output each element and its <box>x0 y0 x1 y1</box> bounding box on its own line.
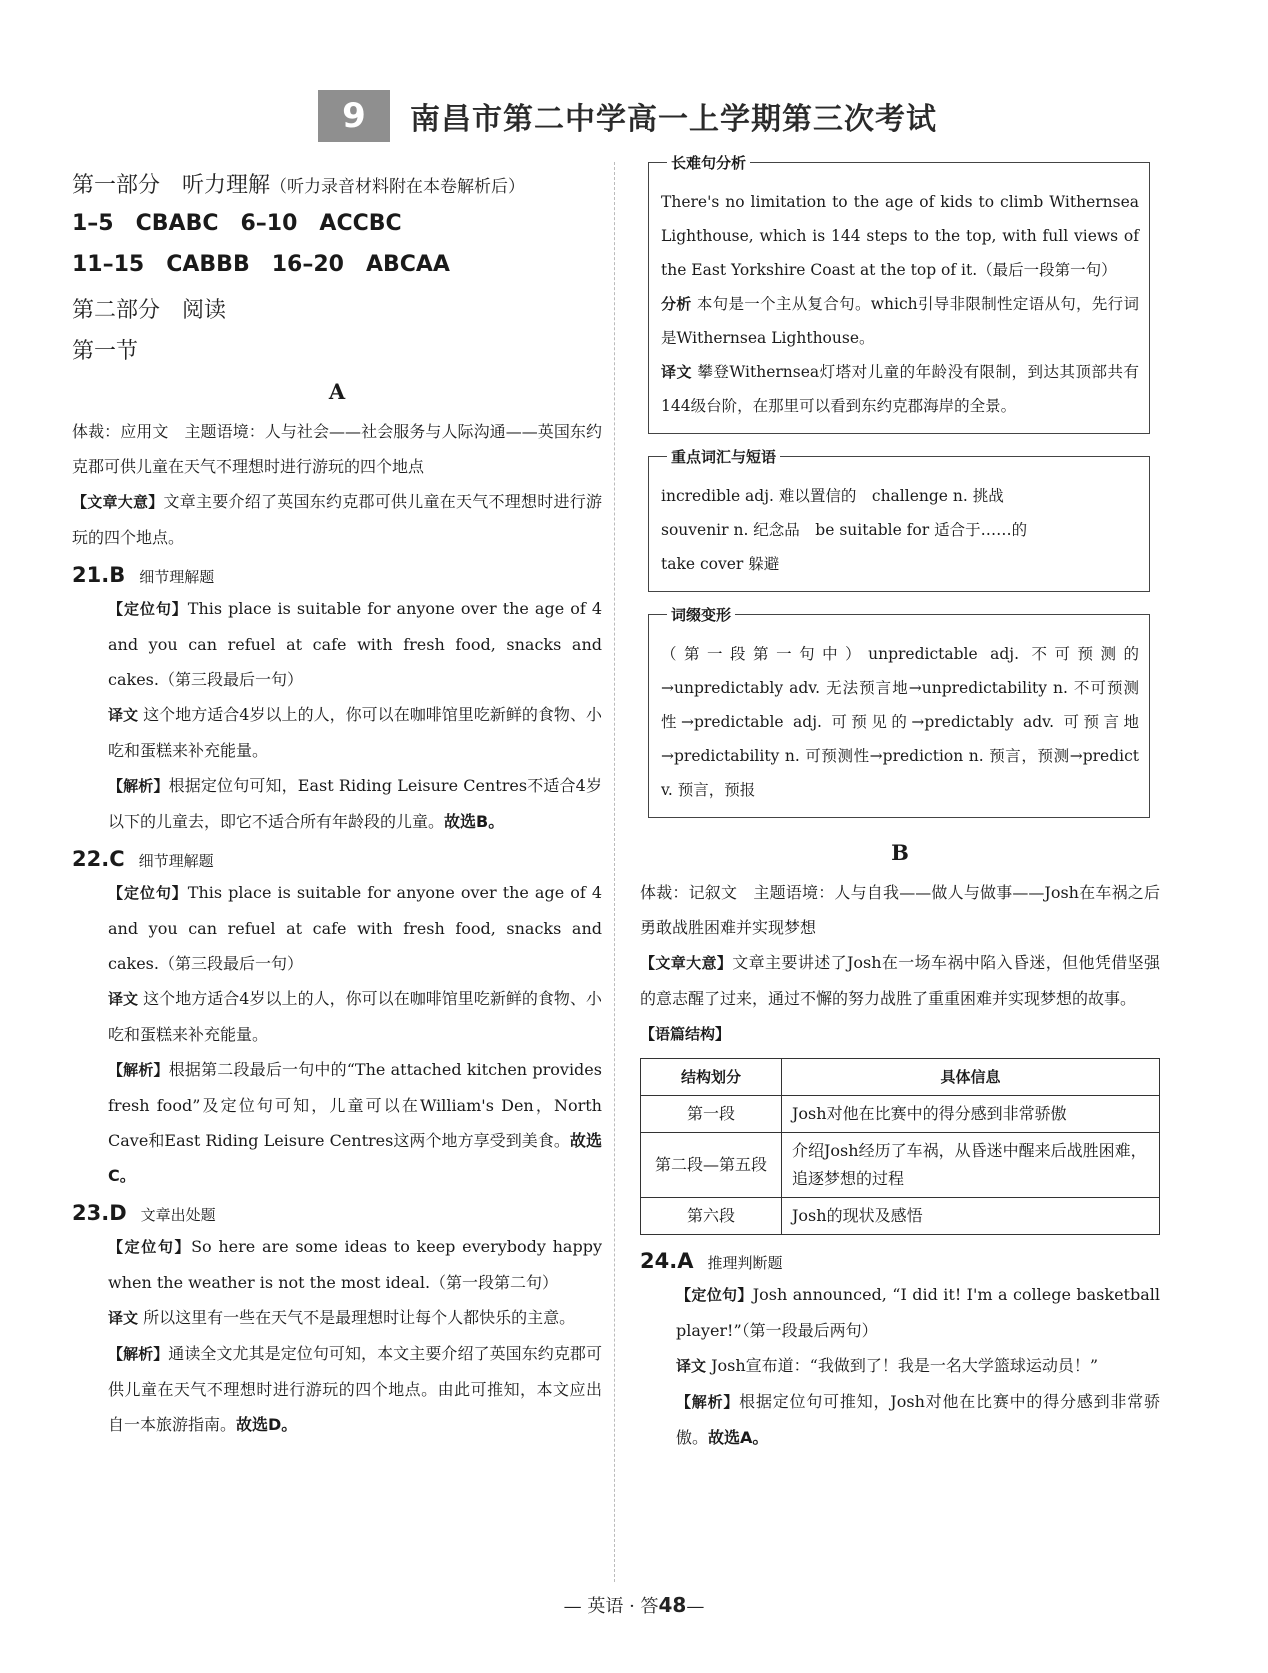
table-cell: 第一段 <box>641 1096 782 1133</box>
table-row <box>641 1096 1160 1133</box>
right-column <box>640 154 1160 1455</box>
q24-translation: 译文 Josh宣布道：“我做到了！我是一名大学篮球运动员！” <box>676 1356 1099 1375</box>
table-header-row <box>641 1059 1160 1096</box>
section1-title: 第一节 <box>72 339 139 364</box>
passage-b-genre: 体裁：记叙文 主题语境：人与自我——做人与做事——Josh在车祸之后勇敢战胜困难并实现梦想 <box>640 883 1160 937</box>
vocabulary-box <box>648 448 1150 592</box>
q24-locate: 【定位句】Josh announced, “I did it! I'm a college basketball player!”（第一段最后两句） <box>676 1285 1160 1340</box>
q22-translation: 译文 这个地方适合4岁以上的人，你可以在咖啡馆里吃新鲜的食物、小吃和蛋糕来补充能量。 <box>108 989 602 1044</box>
question-22-header: 22.C 细节理解题 <box>72 847 214 871</box>
q21-locate: 【定位句】This place is suitable for anyone over the age of 4 and you can refuel at cafe with fresh food, snacks and cakes.（第三段最后一句） <box>108 599 602 689</box>
long-sentence-box-title: 长难句分析 <box>667 152 750 173</box>
q23-locate: 【定位句】So here are some ideas to keep everybody happy when the weather is not the most ideal.（第一段第二句） <box>108 1237 602 1292</box>
q22-locate: 【定位句】This place is suitable for anyone over the age of 4 and you can refuel at cafe with fresh food, snacks and cakes.（第三段最后一句） <box>108 883 602 973</box>
answer-row-1: 1–5 CBABC 6–10 ACCBC <box>72 211 402 236</box>
column-divider <box>614 162 615 1582</box>
page-header <box>318 88 937 144</box>
question-24-header: 24.A 推理判断题 <box>640 1249 783 1273</box>
part1-note: （听力录音材料附在本卷解析后） <box>270 177 526 197</box>
table-cell: 介绍Josh经历了车祸，从昏迷中醒来后战胜困难，追逐梦想的过程 <box>782 1133 1160 1198</box>
q21-translation: 译文 这个地方适合4岁以上的人，你可以在咖啡馆里吃新鲜的食物、小吃和蛋糕来补充能量。 <box>108 705 602 760</box>
passage-a-heading: A <box>328 379 346 404</box>
affix-box <box>648 606 1150 818</box>
table-cell: 第二段—第五段 <box>641 1133 782 1198</box>
exam-title: 南昌市第二中学高一上学期第三次考试 <box>410 102 937 137</box>
question-23-header: 23.D 文章出处题 <box>72 1201 216 1225</box>
page-number: 48 <box>658 1593 687 1617</box>
question-21-header: 21.B 细节理解题 <box>72 563 215 587</box>
passage-a-genre: 体裁：应用文 主题语境：人与社会——社会服务与人际沟通——英国东约克郡可供儿童在天气不理想时进行游玩的四个地点 <box>72 422 602 476</box>
part2-title: 第二部分 阅读 <box>72 298 227 323</box>
q23-translation: 译文 所以这里有一些在天气不是最理想时让每个人都快乐的主意。 <box>108 1308 576 1327</box>
passage-b-summary: 【文章大意】文章主要讲述了Josh在一场车祸中陷入昏迷，但他凭借坚强的意志醒了过来，通过不懈的努力战胜了重重困难并实现梦想的故事。 <box>640 953 1160 1008</box>
long-sentence-translation: 译文 攀登Withernsea灯塔对儿童的年龄没有限制，到达其顶部共有144级台阶，在那里可以看到东约克郡海岸的全景。 <box>661 363 1139 415</box>
q24-analysis: 【解析】根据定位句可推知，Josh对他在比赛中的得分感到非常骄傲。故选A。 <box>676 1392 1160 1447</box>
long-sentence-box <box>648 154 1150 434</box>
table-cell: Josh的现状及感悟 <box>782 1198 1160 1235</box>
answer-row-2: 11–15 CABBB 16–20 ABCAA <box>72 252 450 277</box>
affix-text: （第一段第一句中）unpredictable adj. 不可预测的→unpredictably adv. 无法预言地→unpredictability n. 不可预测性→predictable adj. 可预见的→predictably adv. 可预言地→predictability n. 可预测性→prediction n. 预言，预测→predict v. 预言，预报 <box>661 645 1139 799</box>
table-row <box>641 1198 1160 1235</box>
passage-b-structure-label: 【语篇结构】 <box>640 1025 731 1043</box>
left-column <box>72 162 602 1442</box>
vocab-line: souvenir n. 纪念品 be suitable for 适合于……的 <box>661 521 1028 539</box>
table-header-cell: 具体信息 <box>782 1059 1160 1096</box>
structure-table <box>640 1058 1160 1235</box>
long-sentence-text: There's no limitation to the age of kids to climb Withernsea Lighthouse, which is 144 steps to the top, with full views of the East Yorkshire Coast at the top of it.（最后一段第一句） <box>661 193 1139 279</box>
q22-analysis: 【解析】根据第二段最后一句中的“The attached kitchen provides fresh food”及定位句可知，儿童可以在William's Den，North Cave和East Riding Leisure Centres这两个地方享受到美食。故选C。 <box>108 1060 602 1185</box>
table-header-cell: 结构划分 <box>641 1059 782 1096</box>
table-cell: 第六段 <box>641 1198 782 1235</box>
table-cell: Josh对他在比赛中的得分感到非常骄傲 <box>782 1096 1160 1133</box>
exam-number-badge: 9 <box>318 90 390 142</box>
vocab-line: take cover 躲避 <box>661 555 780 573</box>
q23-analysis: 【解析】通读全文尤其是定位句可知，本文主要介绍了英国东约克郡可供儿童在天气不理想时进行游玩的四个地点。由此可推知，本文应出自一本旅游指南。故选D。 <box>108 1344 602 1434</box>
vocab-line: incredible adj. 难以置信的 challenge n. 挑战 <box>661 487 1004 505</box>
part1-title: 第一部分 听力理解（听力录音材料附在本卷解析后） <box>72 173 526 198</box>
page-footer: — 英语 · 答48— <box>563 1593 705 1617</box>
affix-box-title: 词缀变形 <box>667 604 735 625</box>
passage-a-summary: 【文章大意】文章主要介绍了英国东约克郡可供儿童在天气不理想时进行游玩的四个地点。 <box>72 492 602 547</box>
table-row <box>641 1133 1160 1198</box>
long-sentence-analysis: 分析 本句是一个主从复合句。which引导非限制性定语从句，先行词是Withernsea Lighthouse。 <box>661 295 1139 347</box>
q21-analysis: 【解析】根据定位句可知，East Riding Leisure Centres不适合4岁以下的儿童去，即它不适合所有年龄段的儿童。故选B。 <box>108 776 602 831</box>
passage-b-heading: B <box>891 840 909 865</box>
vocabulary-box-title: 重点词汇与短语 <box>667 446 780 467</box>
